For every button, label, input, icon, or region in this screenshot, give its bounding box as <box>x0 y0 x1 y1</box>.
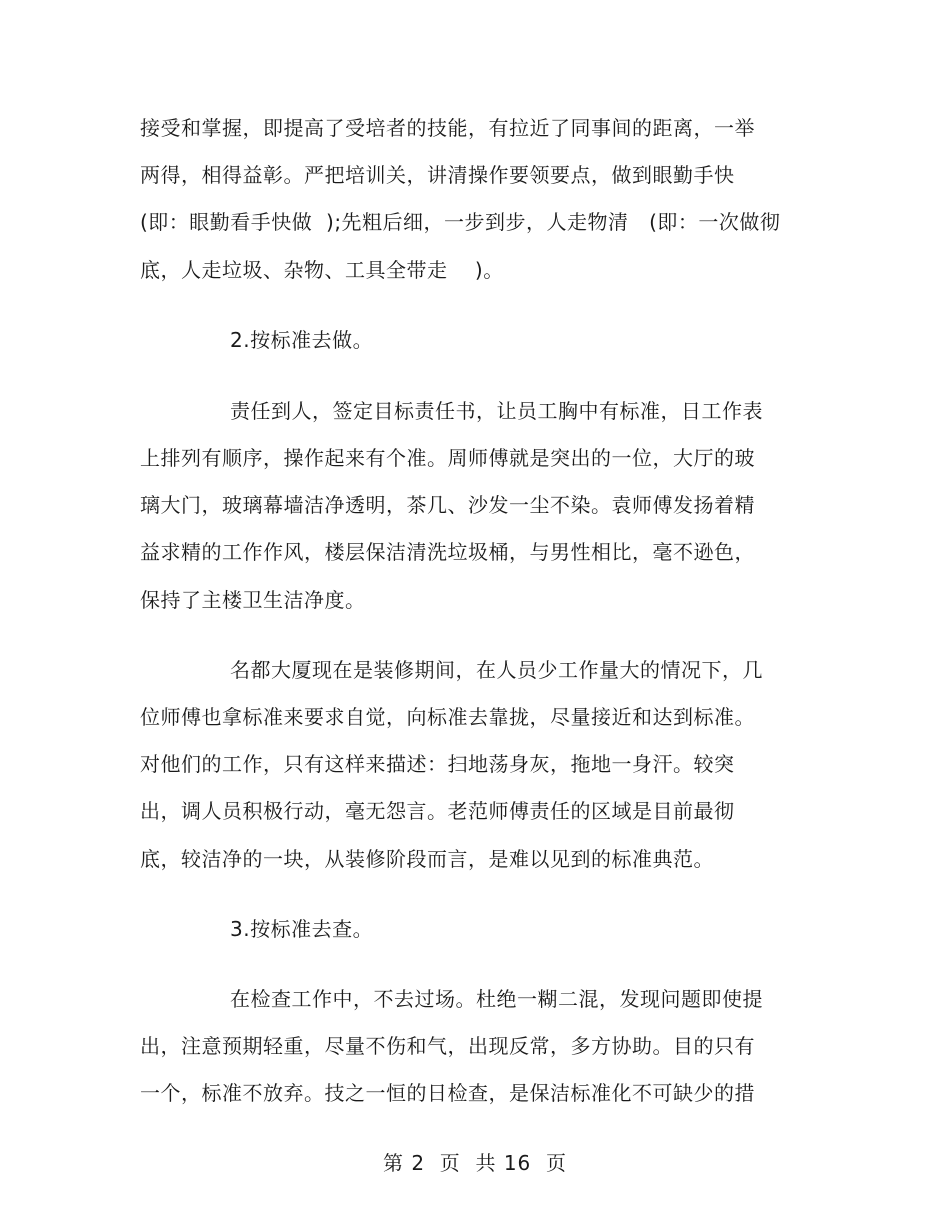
body-text-line: 出，注意预期轻重，尽量不伤和气，出现反常，多方协助。目的只有 <box>140 1034 755 1058</box>
body-text-line: 在检查工作中，不去过场。杜绝一糊二混，发现问题即使提 <box>230 987 763 1011</box>
body-text-line: 上排列有顺序，操作起来有个准。周师傅就是突出的一位，大厅的玻 <box>140 446 755 470</box>
body-text-line: 璃大门，玻璃幕墙洁净透明，茶几、沙发一尘不染。袁师傅发扬着精 <box>140 493 755 517</box>
section-heading: 2.按标准去做。 <box>230 328 374 352</box>
body-text-line: 底，较洁净的一块，从装修阶段而言，是难以见到的标准典范。 <box>140 847 714 871</box>
body-text-line: 名都大厦现在是装修期间，在人员少工作量大的情况下，几 <box>230 658 763 682</box>
body-text-line: 两得，相得益彰。严把培训关，讲清操作要领要点，做到眼勤手快 <box>140 163 735 187</box>
body-text-line: 保持了主楼卫生洁净度。 <box>140 588 366 612</box>
body-text-line: 接受和掌握，即提高了受培者的技能，有拉近了同事间的距离，一举 <box>140 116 755 140</box>
body-text-line: 责任到人，签定目标责任书，让员工胸中有标准，日工作表 <box>230 399 763 423</box>
section-heading: 3.按标准去查。 <box>230 917 374 941</box>
body-text-line: (即：眼勤看手快做 );先粗后细，一步到步，人走物清 (即：一次做彻 <box>140 210 781 234</box>
body-text-line: 位师傅也拿标准来要求自觉，向标准去靠拢，尽量接近和达到标准。 <box>140 705 755 729</box>
body-text-line: 一个，标准不放弃。技之一恒的日检查，是保洁标准化不可缺少的措 <box>140 1081 755 1105</box>
body-text-line: 对他们的工作，只有这样来描述：扫地荡身灰，拖地一身汗。较突 <box>140 752 735 776</box>
body-text-line: 底，人走垃圾、杂物、工具全带走 )。 <box>140 258 504 282</box>
body-text-line: 出，调人员积极行动，毫无怨言。老范师傅责任的区域是目前最彻 <box>140 799 735 823</box>
body-text-line: 益求精的工作作风，楼层保洁清洗垃圾桶，与男性相比，毫不逊色， <box>140 540 755 564</box>
page-number-footer: 第 2 页 共 16 页 <box>382 1151 568 1175</box>
